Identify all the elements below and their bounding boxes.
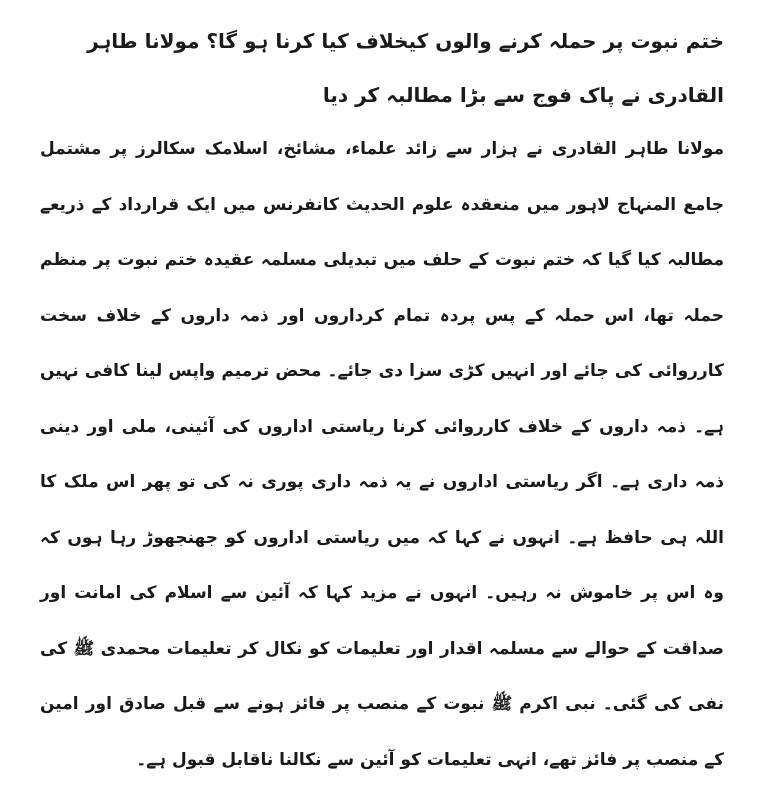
article-headline: ختم نبوت پر حملہ کرنے والوں کیخلاف کیا کرنا ہو گا؟ مولانا طاہر القادری نے پاک فوج سے بڑا مطالبہ کر دیا <box>87 29 724 107</box>
article-body: مولانا طاہر القادری نے ہزار سے زائد علماء، مشائخ، اسلامک سکالرز پر مشتمل جامع المنہاج لاہور میں منعقدہ علوم الحدیث کانفرنس میں ایک قرارداد کے ذریعے مطالبہ کیا گیا کہ ختم نبوت کے حلف میں تبدیلی مسلمہ عقیدہ ختم نبوت پر منظم حملہ تھا، اس حملہ کے پس پردہ تمام کرداروں اور ذمہ داروں کے خلاف سخت کارروائی کی جائے اور انہیں کڑی سزا دی جائے۔ محض ترمیم واپس لینا کافی نہیں ہے۔ ذمہ داروں کے خلاف کارروائی کرنا ریاستی اداروں کی آئینی، ملی اور دینی ذمہ داری ہے۔ اگر ریاستی اداروں نے یہ ذمہ داری پوری نہ کی تو پھر اس ملک کا اللہ ہی حافظ ہے۔ انہوں نے کہا کہ میں ریاستی اداروں کو جھنجھوڑ رہا ہوں کہ وہ اس پر خاموش نہ رہیں۔ انہوں نے مزید کہا کہ آئین سے اسلام کی امانت اور صداقت کے حوالے سے مسلمہ اقدار اور تعلیمات کو نکال کر تعلیمات محمدی ﷺ کی نفی کی گئی۔ نبی اکرم ﷺ نبوت کے منصب پر فائز ہونے سے قبل صادق اور امین کے منصب پر فائز تھے، انہی تعلیمات کو آئین سے نکالنا ناقابل قبول ہے۔ <box>40 139 724 770</box>
